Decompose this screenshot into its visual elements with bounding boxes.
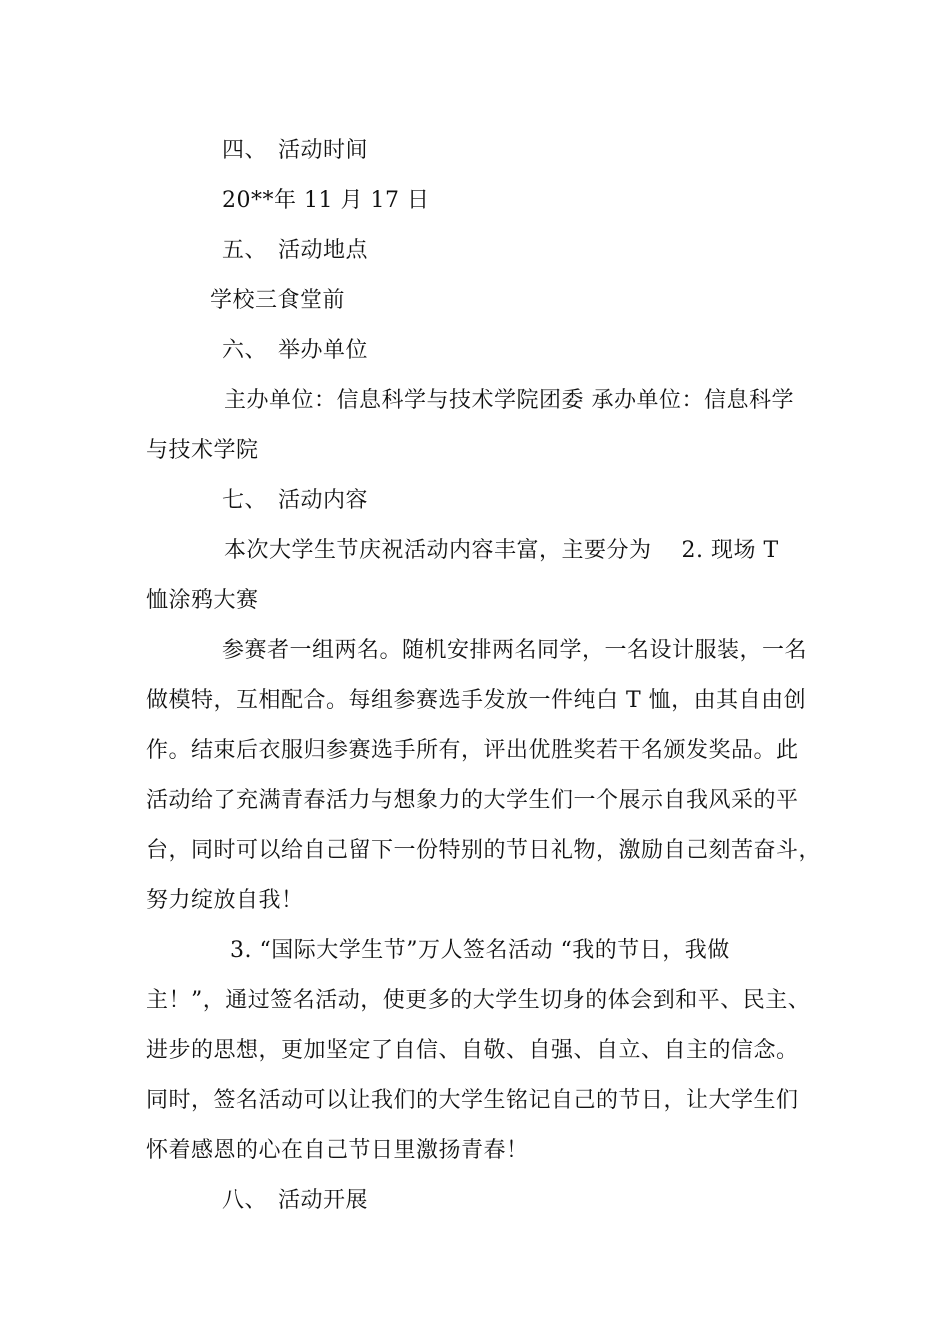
section-title: 活动地点	[278, 238, 369, 263]
paragraph-2-line: 努力绽放自我！	[146, 888, 304, 913]
time-value: 20**年 11 月 17 日	[222, 188, 430, 213]
section-heading-place	[222, 236, 368, 266]
section-number: 五、	[222, 238, 268, 263]
paragraph-3-line: 进步的思想，更加坚定了自信、自敬、自强、自立、自主的信念。	[146, 1038, 799, 1063]
section-title: 活动内容	[278, 488, 369, 513]
paragraph-3-line: 怀着感恩的心在自己节日里激扬青春！	[146, 1138, 529, 1163]
section-heading-execution	[222, 1186, 368, 1216]
section-heading-time	[222, 136, 368, 166]
section-title: 活动开展	[278, 1188, 369, 1213]
paragraph-2-line: 活动给了充满青春活力与想象力的大学生们一个展示自我风采的平	[146, 788, 799, 813]
paragraph-3-line: 3. “国际大学生节”万人签名活动 “我的节日，我做	[230, 938, 730, 963]
paragraph-3-line: 主！”，通过签名活动，使更多的大学生切身的体会到和平、民主、	[146, 988, 811, 1013]
paragraph-2-line: 参赛者一组两名。随机安排两名同学，一名设计服装，一名	[222, 638, 808, 663]
section-title: 活动时间	[278, 138, 369, 163]
organizer-line-1: 主办单位：信息科学与技术学院团委 承办单位：信息科学	[224, 388, 794, 413]
paragraph-2-line: 做模特，互相配合。每组参赛选手发放一件纯白 T 恤，由其自由创	[146, 688, 807, 713]
section-number: 七、	[222, 488, 268, 513]
paragraph-2-line: 作。结束后衣服归参赛选手所有，评出优胜奖若干名颁发奖品。此	[146, 738, 799, 763]
section-heading-content	[222, 486, 368, 516]
paragraph-3-line: 同时，签名活动可以让我们的大学生铭记自己的节日，让大学生们	[146, 1088, 799, 1113]
organizer-line-2: 与技术学院	[146, 438, 259, 463]
content-intro-line-2: 恤涂鸦大赛	[146, 588, 259, 613]
section-number: 八、	[222, 1188, 268, 1213]
section-number: 六、	[222, 338, 268, 363]
section-number: 四、	[222, 138, 268, 163]
place-value: 学校三食堂前	[210, 288, 346, 313]
content-intro-line-1: 本次大学生节庆祝活动内容丰富，主要分为 2. 现场 T	[224, 538, 779, 563]
section-title: 举办单位	[278, 338, 369, 363]
paragraph-2-line: 台，同时可以给自己留下一份特别的节日礼物，激励自己刻苦奋斗，	[146, 838, 822, 863]
section-heading-organizer	[222, 336, 368, 366]
